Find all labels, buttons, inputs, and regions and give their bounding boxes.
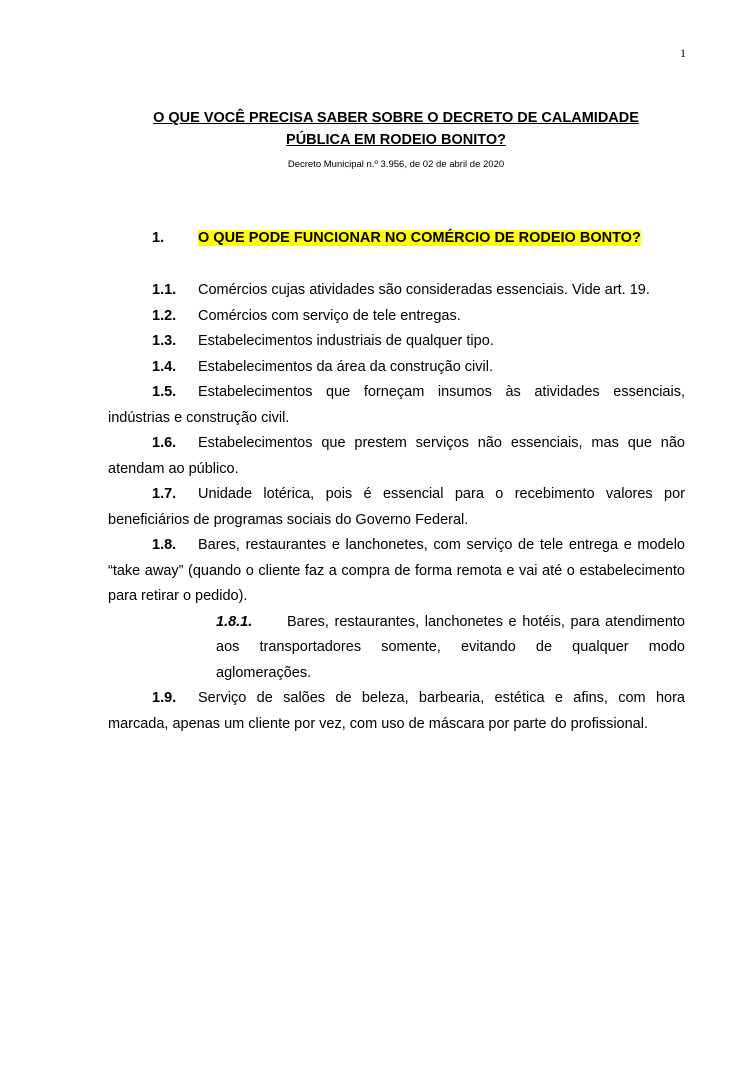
list-item — [108, 304, 685, 330]
list-item — [108, 278, 685, 304]
list-item — [108, 686, 685, 737]
item-number: 1.1. — [152, 282, 177, 298]
list-item — [108, 380, 685, 431]
item-number: 1.4. — [152, 358, 177, 375]
page-number: 1 — [680, 46, 686, 60]
item-number: 1.5. — [152, 384, 177, 400]
section-number: 1. — [152, 230, 165, 246]
list-item — [108, 355, 685, 381]
item-text: Comércios cujas atividades são consideradas essenciais. Vide art. 19. — [198, 282, 650, 298]
item-text: Bares, restaurantes, lanchonetes e hotéis, para atendimento aos transportadores somente, evitando de qualquer modo aglomerações. — [216, 613, 685, 681]
item-text: Estabelecimentos da área da construção civil. — [198, 358, 493, 375]
item-number: 1.8. — [152, 537, 177, 553]
list-item — [108, 482, 685, 533]
page-title — [108, 107, 684, 151]
item-number: 1.8.1. — [216, 613, 253, 630]
item-number: 1.2. — [152, 307, 177, 324]
item-number: 1.9. — [152, 690, 177, 706]
item-text: Bares, restaurantes e lanchonetes, com serviço de tele entrega e modelo “take away” (quando o cliente faz a compra de forma remota e vai até o estabelecimento para retirar o pedido). — [108, 537, 685, 604]
item-text: Estabelecimentos que prestem serviços não essenciais, mas que não atendam ao público. — [108, 435, 685, 477]
sub-list-item — [216, 610, 685, 687]
list-item — [108, 533, 685, 610]
item-text: Estabelecimentos industriais de qualquer tipo. — [198, 333, 494, 349]
section-heading-text: O QUE PODE FUNCIONAR NO COMÉRCIO DE RODEIO BONTO? — [198, 230, 641, 246]
item-number: 1.7. — [152, 486, 177, 502]
list-item — [108, 329, 685, 355]
list-item — [108, 431, 685, 482]
decree-reference: Decreto Municipal n.º 3.956, de 02 de abril de 2020 — [287, 159, 505, 170]
item-text: Estabelecimentos que forneçam insumos às atividades essenciais, indústrias e construção civil. — [108, 384, 685, 426]
title-line-2: PÚBLICA EM RODEIO BONITO? — [286, 132, 506, 148]
item-text: Comércios com serviço de tele entregas. — [198, 307, 461, 324]
item-text: Unidade lotérica, pois é essencial para o recebimento valores por beneficiários de programas sociais do Governo Federal. — [108, 486, 685, 528]
item-number: 1.6. — [152, 435, 177, 451]
section-heading — [152, 227, 641, 249]
item-text: Serviço de salões de beleza, barbearia, estética e afins, com hora marcada, apenas um cliente por vez, com uso de máscara por parte do profissional. — [108, 690, 685, 732]
items-list — [108, 278, 685, 737]
item-number: 1.3. — [152, 333, 177, 349]
title-line-1: O QUE VOCÊ PRECISA SABER SOBRE O DECRETO DE CALAMIDADE — [153, 110, 639, 126]
